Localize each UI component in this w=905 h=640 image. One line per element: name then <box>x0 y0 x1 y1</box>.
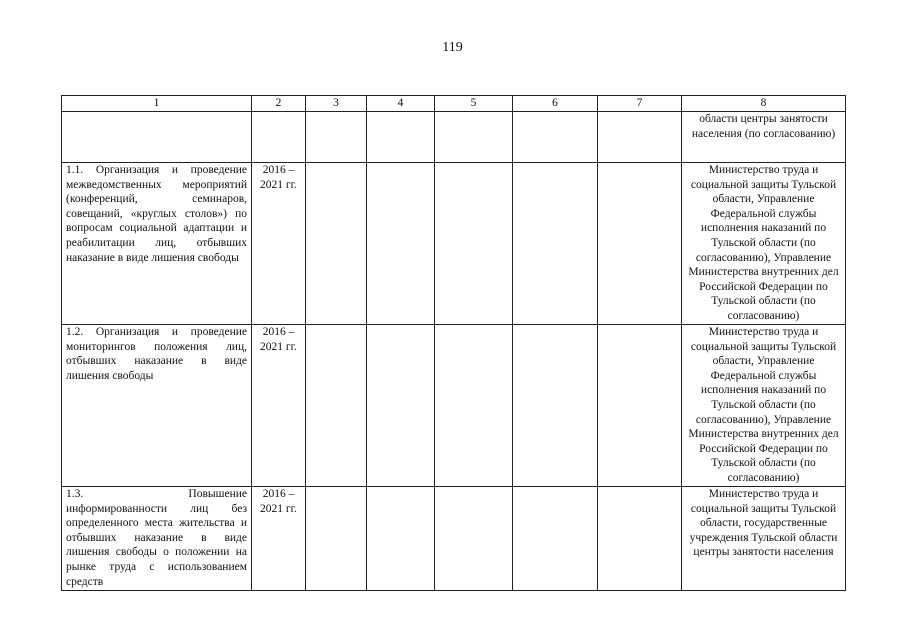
empty-cell <box>306 325 367 487</box>
column-header: 2 <box>252 96 306 112</box>
empty-cell <box>513 487 598 591</box>
activity-cell: 1.3. Повышение информированности лиц без определенного места жительства и отбывших наказание в виде лишения свободы о положении на рынке труда с использованием средств <box>62 487 252 591</box>
column-header: 5 <box>435 96 513 112</box>
executors-cell: области центры занятости населения (по согласованию) <box>682 112 846 163</box>
executors-cell: Министерство труда и социальной защиты Тульской области, государственные учреждения Тульской области центры занятости населения <box>682 487 846 591</box>
empty-cell <box>306 163 367 325</box>
empty-cell <box>367 112 435 163</box>
period-cell <box>252 112 306 163</box>
period-cell: 2016 – 2021 гг. <box>252 163 306 325</box>
column-header: 6 <box>513 96 598 112</box>
table-header-row <box>62 96 846 112</box>
empty-cell <box>513 163 598 325</box>
table-row <box>62 325 846 487</box>
empty-cell <box>598 487 682 591</box>
period-cell: 2016 – 2021 гг. <box>252 325 306 487</box>
executors-cell: Министерство труда и социальной защиты Тульской области, Управление Федеральной службы исполнения наказаний по Тульской области (по согласованию), Управление Министерства внутренних дел Российской Федерации по Тульской области (по согласованию) <box>682 163 846 325</box>
empty-cell <box>306 112 367 163</box>
column-header: 4 <box>367 96 435 112</box>
table-row <box>62 112 846 163</box>
activity-cell <box>62 112 252 163</box>
empty-cell <box>513 112 598 163</box>
empty-cell <box>367 325 435 487</box>
activity-cell: 1.1. Организация и проведение межведомственных мероприятий (конференций, семинаров, совещаний, «круглых столов») по вопросам социальной адаптации и реабилитации лиц, отбывших наказание в виде лишения свободы <box>62 163 252 325</box>
column-header: 3 <box>306 96 367 112</box>
column-header: 7 <box>598 96 682 112</box>
page-number: 119 <box>442 40 463 55</box>
empty-cell <box>306 487 367 591</box>
empty-cell <box>367 163 435 325</box>
measures-table <box>61 95 846 591</box>
empty-cell <box>435 325 513 487</box>
empty-cell <box>598 325 682 487</box>
table-row <box>62 487 846 591</box>
empty-cell <box>435 112 513 163</box>
period-cell: 2016 – 2021 гг. <box>252 487 306 591</box>
executors-cell: Министерство труда и социальной защиты Тульской области, Управление Федеральной службы исполнения наказаний по Тульской области (по согласованию), Управление Министерства внутренних дел Российской Федерации по Тульской области (по согласованию) <box>682 325 846 487</box>
column-header: 1 <box>62 96 252 112</box>
empty-cell <box>598 163 682 325</box>
table-row <box>62 163 846 325</box>
empty-cell <box>435 487 513 591</box>
column-header: 8 <box>682 96 846 112</box>
empty-cell <box>435 163 513 325</box>
activity-cell: 1.2. Организация и проведение мониторингов положения лиц, отбывших наказание в виде лишения свободы <box>62 325 252 487</box>
empty-cell <box>598 112 682 163</box>
empty-cell <box>513 325 598 487</box>
empty-cell <box>367 487 435 591</box>
